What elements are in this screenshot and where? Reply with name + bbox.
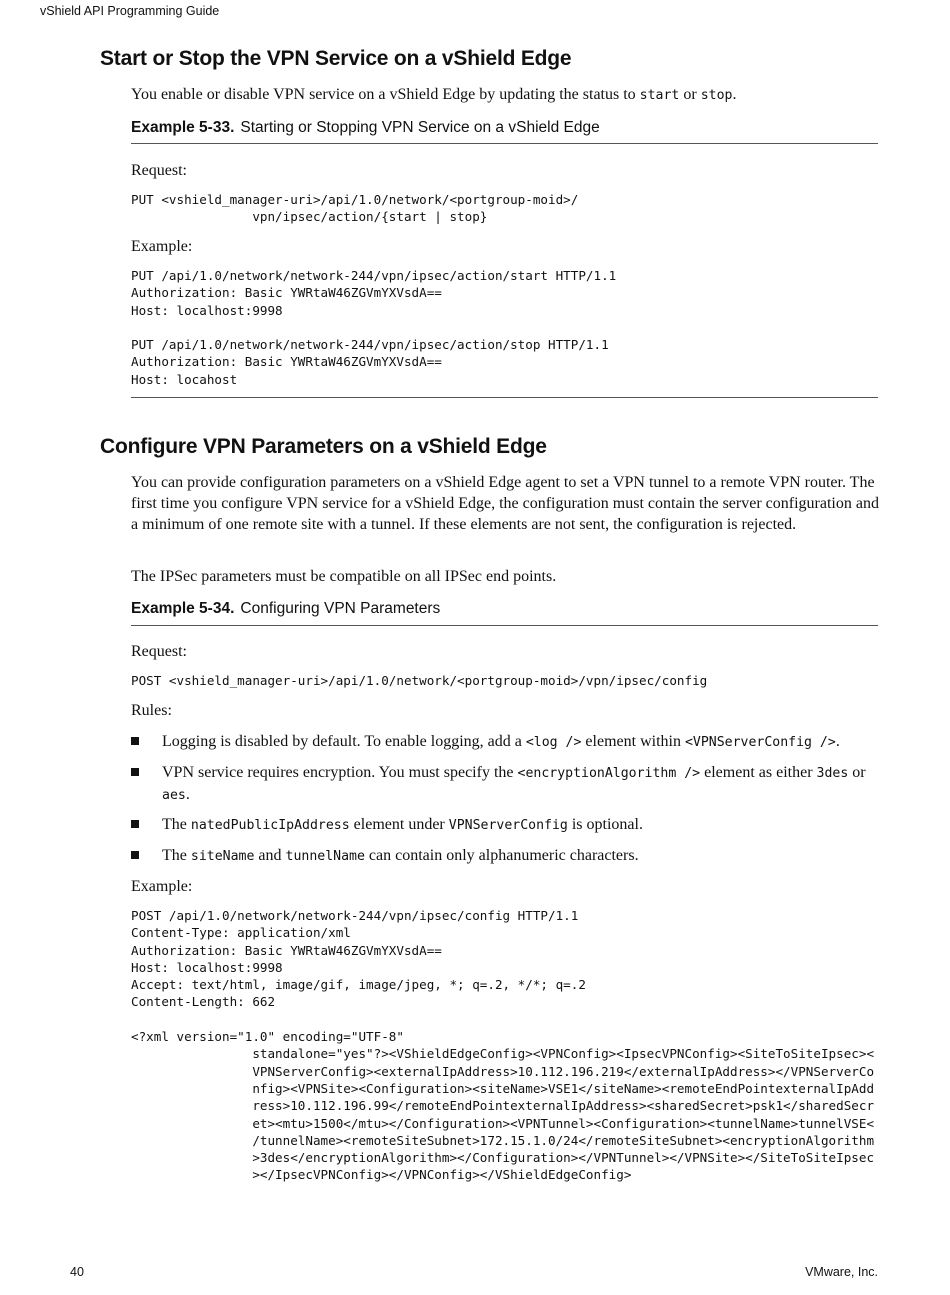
- text-segment: element within: [581, 733, 685, 750]
- rule-text: [162, 845, 882, 867]
- text-segment: Logging is disabled by default. To enable logging, add a: [162, 733, 526, 750]
- rules-label: Rules:: [131, 702, 172, 719]
- section2-paragraph-1: You can provide configuration parameters on a vShield Edge agent to set a VPN tunnel to a remote VPN router. The first time you configure VPN service for a vShield Edge, the configuration must contain the server configuration and a minimum of one remote site with a tunnel. If these elements are not sent, the configuration is rejected.: [131, 474, 879, 533]
- rule-text: [162, 731, 882, 753]
- example-5-34-title: [131, 600, 440, 618]
- section-heading-configure-vpn: Configure VPN Parameters on a vShield Edge: [100, 435, 547, 458]
- text-segment: .: [835, 733, 840, 750]
- page-number: 40: [70, 1265, 84, 1279]
- example-top-rule: [131, 143, 878, 144]
- text-segment: element under: [349, 816, 449, 833]
- footer-company: VMware, Inc.: [805, 1265, 878, 1279]
- example-bottom-rule: [131, 397, 878, 398]
- inline-code: <VPNServerConfig />: [684, 735, 836, 750]
- example-caption: Starting or Stopping VPN Service on a vShield Edge: [240, 119, 600, 136]
- inline-code: tunnelName: [285, 849, 365, 864]
- example-5-33-title: [131, 119, 600, 137]
- running-header: vShield API Programming Guide: [40, 4, 220, 18]
- inline-code: <log />: [525, 735, 582, 750]
- text-segment: is optional.: [567, 816, 643, 833]
- inline-code: natedPublicIpAddress: [190, 818, 350, 833]
- example-code-block: PUT /api/1.0/network/network-244/vpn/ipsec/action/start HTTP/1.1 Authorization: Basic YWRtaW46ZGVmYXVsdA== Host: localhost:9998 PUT /api/1.0/network/network-244/vpn/ipsec/action/stop HTTP/1.1 Authorization: Basic YWRtaW46ZGVmYXVsdA== Host: locahost: [131, 268, 617, 387]
- example-code-block: POST /api/1.0/network/network-244/vpn/ipsec/config HTTP/1.1 Content-Type: application/xml Authorization: Basic YWRtaW46ZGVmYXVsdA== Host: localhost:9998 Accept: text/html, image/gif, image/jpeg, *; q=.2, */*; q=.2 Content-Length: 662 <?xml version="1.0" encoding="UTF-8" standalone="yes"?><VShieldEdgeConfig><VPNConfig><IpsecVPNConfig><SiteToSiteIpsec>< VPNServerConfig><externalIpAddress>10.112.196.219</externalIpAddress></VPNServerCo nfig><VPNSite><Configuration><siteName>VSE1</siteName><remoteEndPointexternalIpAdd ress>10.112.196.99</remoteEndPointexternalIpAddress><sharedSecret>psk1</sharedSecr et><mtu>1500</mtu></Configuration><VPNTunnel><Configuration><tunnelName>tunnelVSE< /tunnelName><remoteSiteSubnet>172.15.1.0/24</remoteSiteSubnet><encryptionAlgorithm >3des</encryptionAlgorithm></Configuration></VPNTunnel></VPNSite></SiteToSiteIpsec ></IpsecVPNConfig></VPNConfig></VShieldEdgeConfig>: [131, 908, 875, 1183]
- example-label: Example 5-34.: [131, 600, 235, 617]
- text-segment: VPN service requires encryption. You must specify the: [162, 764, 518, 781]
- inline-code: 3des: [816, 766, 849, 781]
- text-segment: You enable or disable VPN service on a vShield Edge by updating the status to: [131, 86, 640, 103]
- text-segment: The: [162, 816, 191, 833]
- text-segment: .: [185, 786, 190, 803]
- example-top-rule: [131, 625, 878, 626]
- inline-code: VPNServerConfig: [448, 818, 568, 833]
- inline-code: stop: [700, 88, 733, 103]
- rule-text: [162, 814, 882, 836]
- inline-code: <encryptionAlgorithm />: [517, 766, 701, 781]
- text-segment: or: [848, 764, 866, 781]
- inline-code: aes: [162, 788, 186, 803]
- example-label: Example 5-33.: [131, 119, 235, 136]
- inline-code: start: [639, 88, 680, 103]
- text-segment: element as either: [700, 764, 817, 781]
- request-label: Request:: [131, 162, 187, 179]
- bullet-square-icon: [131, 737, 139, 745]
- section-heading-start-stop-vpn: Start or Stop the VPN Service on a vShield Edge: [100, 47, 572, 70]
- bullet-square-icon: [131, 851, 139, 859]
- request-label: Request:: [131, 643, 187, 660]
- bullet-square-icon: [131, 820, 139, 828]
- inline-code: siteName: [190, 849, 255, 864]
- example-caption: Configuring VPN Parameters: [240, 600, 441, 617]
- text-segment: The: [162, 847, 191, 864]
- example-label-text: Example:: [131, 878, 193, 895]
- bullet-square-icon: [131, 768, 139, 776]
- request-code-block: POST <vshield_manager-uri>/api/1.0/network/<portgroup-moid>/vpn/ipsec/config: [131, 673, 708, 688]
- request-code-block: PUT <vshield_manager-uri>/api/1.0/network/<portgroup-moid>/ vpn/ipsec/action/{start | stop}: [131, 192, 579, 225]
- text-segment: can contain only alphanumeric characters.: [364, 847, 639, 864]
- rule-text: [162, 762, 882, 806]
- section2-paragraph-2: The IPSec parameters must be compatible on all IPSec end points.: [131, 568, 557, 585]
- text-segment: .: [732, 86, 737, 103]
- section1-intro: [131, 84, 881, 106]
- example-label-text: Example:: [131, 238, 193, 255]
- text-segment: or: [679, 86, 701, 103]
- text-segment: and: [254, 847, 286, 864]
